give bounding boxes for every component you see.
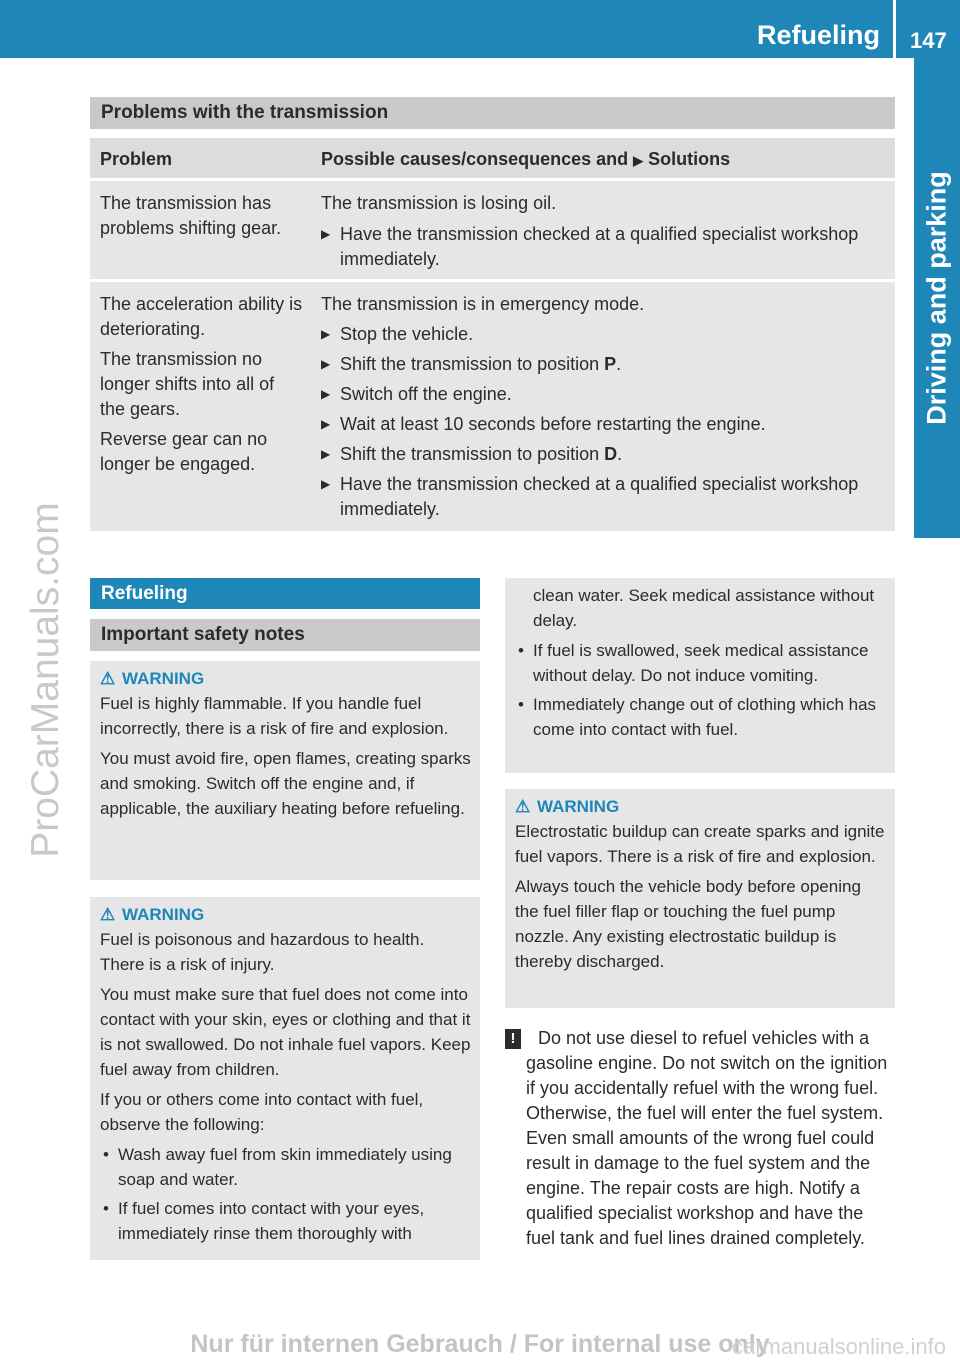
page-number: 147 <box>910 28 947 53</box>
warning-triangle-icon: ⚠ <box>100 669 116 688</box>
warning-triangle-icon: ⚠ <box>100 905 116 924</box>
cause-text: The transmission is in emergency mode. <box>321 294 645 314</box>
footer-internal: Nur für internen Gebrauch / For internal use only <box>190 1330 770 1358</box>
warning-text: Fuel is poisonous and hazardous to health. There is a risk of injury. <box>100 930 425 974</box>
table-header-row <box>90 138 895 178</box>
list-item: • Wash away fuel from skin immediately using soap and water. <box>100 1142 471 1192</box>
solution-step: ▶ Stop the vehicle. <box>321 322 895 347</box>
warning-box-poison-continued <box>505 578 895 773</box>
problem-text: Reverse gear can no longer be engaged. <box>100 429 268 474</box>
cause-text: The transmission is losing oil. <box>321 193 557 213</box>
side-tab <box>914 58 960 538</box>
warning-triangle-icon: ⚠ <box>515 797 531 816</box>
warning-box-fire <box>90 661 480 880</box>
warning-text: Fuel is highly flammable. If you handle fuel incorrectly, there is a risk of fire and explosion. <box>100 694 449 738</box>
table-row <box>90 181 895 279</box>
exclamation-icon: ! <box>505 1029 521 1049</box>
section-title: Refueling <box>90 578 480 609</box>
list-item: • If fuel is swallowed, seek medical assistance without delay. Do not induce vomiting. <box>515 638 886 688</box>
arrow-right-icon: ▶ <box>633 152 644 168</box>
warning-label: WARNING <box>122 905 205 924</box>
footer-site: carmanualsonline.info <box>731 1334 946 1359</box>
solution-step: ▶ Switch off the engine. <box>321 382 895 407</box>
header-problem: Problem <box>100 148 173 169</box>
warning-label: WARNING <box>122 669 205 688</box>
list-item: • Immediately change out of clothing which has come into contact with fuel. <box>515 692 886 742</box>
solution-step: ▶ Wait at least 10 seconds before restarting the engine. <box>321 412 895 437</box>
solution-step: ▶ Shift the transmission to position P. <box>321 352 895 377</box>
warning-box-electrostatic <box>505 789 895 1008</box>
header-solutions: Possible causes/consequences and ▶ Solutions <box>321 148 731 169</box>
transmission-table <box>90 138 895 534</box>
list-item: • If fuel comes into contact with your eyes, immediately rinse them thoroughly with <box>100 1196 471 1246</box>
warning-text: You must make sure that fuel does not come into contact with your skin, eyes or clothing and that it is not swallowed. Do not inhale fuel vapors. Keep fuel away from children. <box>100 985 471 1079</box>
note-text: Do not use diesel to refuel vehicles with a gasoline engine. Do not switch on the ignition if you accidentally refuel with the wrong fuel. Otherwise, the fuel will enter the fuel system. Even small amounts of the wrong fuel could result in damage to the fuel system and the engine. The repair costs are high. Notify a qualified specialist workshop and have the fuel tank and fuel lines drained completely. <box>526 1028 888 1248</box>
watermark: ProCarManuals.com <box>24 502 67 858</box>
warning-text: clean water. Seek medical assistance without delay. <box>533 586 875 630</box>
page-header <box>0 0 960 58</box>
warning-text: Electrostatic buildup can create sparks and ignite fuel vapors. There is a risk of fire and explosion. <box>515 822 885 866</box>
header-title: Refueling <box>756 20 880 50</box>
problem-text: The acceleration ability is deteriorating. <box>100 294 303 339</box>
warning-text: Always touch the vehicle body before opening the fuel filler flap or touching the fuel pump nozzle. Any existing electrostatic buildup is thereby discharged. <box>515 877 861 971</box>
side-tab-label: Driving and parking <box>921 171 952 425</box>
warning-box-poison <box>90 897 480 1260</box>
table-row <box>90 282 895 531</box>
warning-text: You must avoid fire, open flames, creating sparks and smoking. Switch off the engine and, if applicable, the auxiliary heating before refueling. <box>100 749 471 818</box>
header-divider <box>893 0 896 58</box>
solution-step: ▶ Have the transmission checked at a qualified specialist workshop immediately. <box>321 222 895 272</box>
solution-step: ▶ Have the transmission checked at a qualified specialist workshop immediately. <box>321 472 895 522</box>
solution-step: ▶ Shift the transmission to position D. <box>321 442 895 467</box>
warning-text: If you or others come into contact with fuel, observe the following: <box>100 1090 424 1134</box>
diesel-note <box>505 1026 897 1251</box>
problem-text: The transmission no longer shifts into all of the gears. <box>100 349 275 419</box>
warning-label: WARNING <box>537 797 620 816</box>
table-title: Problems with the transmission <box>90 97 895 129</box>
subsection-title: Important safety notes <box>90 619 480 651</box>
problem-text: The transmission has problems shifting gear. <box>100 193 282 238</box>
